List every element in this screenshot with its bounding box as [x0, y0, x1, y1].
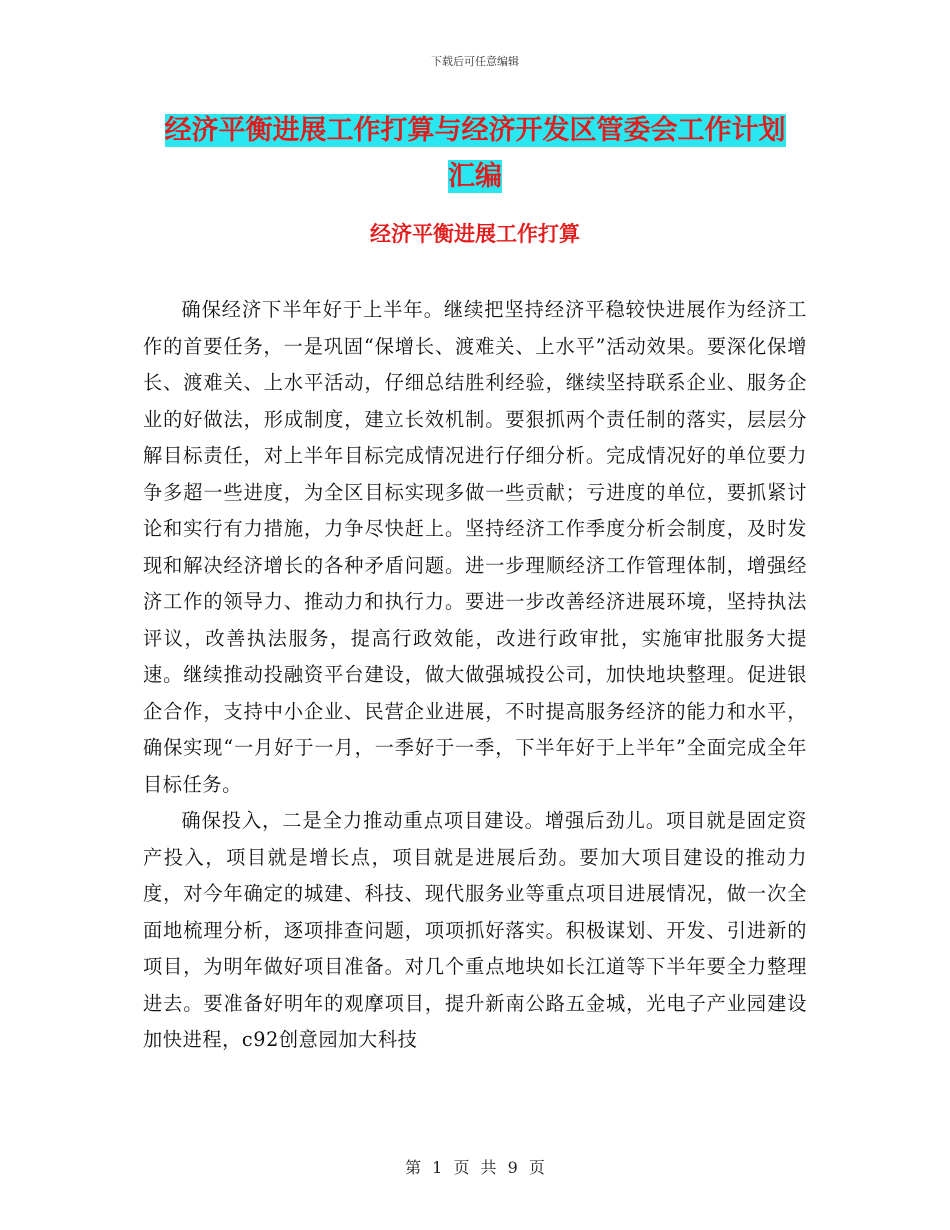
section-title: 经济平衡进展工作打算 [370, 222, 580, 246]
document-title-line-1: 经济平衡进展工作打算与经济开发区管委会工作计划 [164, 115, 786, 146]
paragraph: 确保投入，二是全力推动重点项目建设。增强后劲儿。项目就是固定资产投入，项目就是增长点，项目就是进展后劲。要加大项目建设的推动力度，对今年确定的城建、科技、现代服务业等重点项目进展情况，做一次全面地梳理分析，逐项排查问题，项项抓好落实。积极谋划、开发、引进新的项目，为明年做好项目准备。对几个重点地块如长江道等下半年要全力整理进去。要准备好明年的观摩项目，提升新南公路五金城，光电子产业园建设加快进程，c92创意园加大科技 [143, 809, 807, 1051]
document-title [140, 108, 810, 200]
page-footer: 第 1 页 共 9 页 [405, 1158, 545, 1177]
body-text [143, 292, 807, 1059]
paragraph: 确保经济下半年好于上半年。继续把坚持经济平稳较快进展作为经济工作的首要任务，一是巩固“保增长、渡难关、上水平”活动效果。要深化保增长、渡难关、上水平活动，仔细总结胜利经验，继续坚持联系企业、服务企业的好做法，形成制度，建立长效机制。要狠抓两个责任制的落实，层层分解目标责任，对上半年目标完成情况进行仔细分析。完成情况好的单位要力争多超一些进度，为全区目标实现多做一些贡献；亏进度的单位，要抓紧讨论和实行有力措施，力争尽快赶上。坚持经济工作季度分析会制度，及时发现和解决经济增长的各种矛盾问题。进一步理顺经济工作管理体制，增强经济工作的领导力、推动力和执行力。要进一步改善经济进展环境，坚持执法评议，改善执法服务，提高行政效能，改进行政审批，实施审批服务大提速。继续推动投融资平台建设，做大做强城投公司，加快地块整理。促进银企合作，支持中小企业、民营企业进展，不时提高服务经济的能力和水平，确保实现“一月好于一月，一季好于一季，下半年好于上半年”全面完成全年目标任务。 [143, 298, 807, 796]
document-title-line-2: 汇编 [448, 161, 502, 192]
header-note: 下载后可任意编辑 [431, 55, 519, 68]
